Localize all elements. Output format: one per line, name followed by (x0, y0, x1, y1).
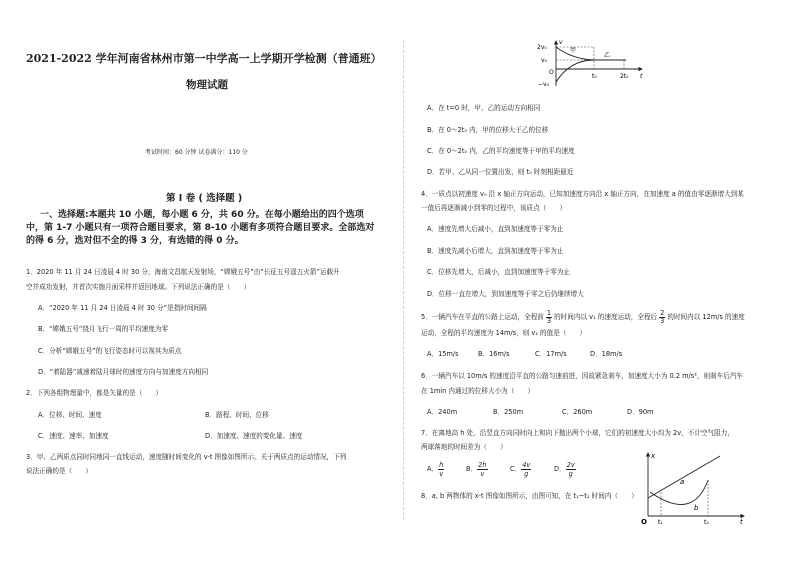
q1-option-a: A．“2020 年 11 月 24 日凌晨 4 时 30 分”是指时间间隔 (38, 304, 207, 312)
q3-curve-yi (556, 60, 626, 82)
q6-stem-line2: 在 1min 内通过的位移大小为（ ） (421, 387, 535, 395)
q2-option-c: C．速度、速率、加速度 (38, 432, 109, 440)
q2-option-b: B．路程、时间、位移 (205, 411, 269, 419)
q8-label-origin: O (641, 518, 647, 526)
q4-stem-line1: 4．一质点以初速度 v₀ 沿 x 轴正方向运动，已知加速度方向沿 x 轴正方向，在加速度 a 的值由零逐渐增大到某 (421, 190, 744, 198)
q3-option-a: A．在 t=0 时，甲、乙的运动方向相同 (427, 104, 541, 112)
q5-option-b: B．16m/s (478, 350, 510, 358)
q3-label-2t0: 2t₀ (620, 73, 629, 80)
q3-label-neg-v0: −v₀ (538, 81, 549, 88)
q8-label-t2: t₂ (704, 519, 709, 526)
q2-stem: 2．下列各组物理量中，都是矢量的是（ ） (26, 389, 163, 397)
q7-option-c-num: 4v (522, 461, 531, 469)
q7-option-c (510, 461, 531, 478)
q3-label-t0: t₀ (592, 73, 597, 80)
q7-stem-line2: 两球落地的时间差为（ ） (421, 443, 507, 451)
q7-option-b-fraction (477, 461, 487, 478)
q7-option-a (427, 461, 444, 478)
q7-option-a-num: h (439, 461, 444, 469)
q7-option-d-fraction (566, 461, 576, 478)
q7-option-b-den: v (480, 470, 485, 478)
q3-stem-line2: 说法正确的是（ ） (26, 467, 92, 475)
q7-option-a-label: A． (427, 465, 439, 473)
q7-option-d-label: D． (554, 465, 566, 473)
q1-stem-line1: 1．2020 年 11 月 24 日凌晨 4 时 30 分，海南文昌航天发射场，“嫦娥五号”由“长征五号遥五火箭”运载升 (26, 268, 340, 276)
q7-option-c-label: C． (510, 465, 522, 473)
q4-option-a: A．速度先增大后减小，直到加速度等于零为止 (427, 225, 564, 233)
q5-stem-b: 的时间内以 v₁ 的速度运动，全程后 (554, 313, 658, 321)
q5-fraction-1-num: 1 (546, 309, 552, 317)
q3-label-jia: 甲 (570, 47, 577, 54)
q5-fraction-2-num: 2 (660, 309, 665, 317)
q3-stem-line1: 3．甲、乙两质点同时同地同一直线运动，速度随时间变化的 v-t 图像如图所示。关于两质点的运动情况，下列 (26, 453, 347, 461)
q7-option-c-fraction (521, 461, 531, 478)
q5-option-c: C．17m/s (535, 350, 567, 358)
q6-option-b: B．250m (493, 408, 524, 416)
q5-stem-a: 5．一辆汽车在平直的公路上运动，全程前 (421, 313, 544, 321)
q8-label-b: b (694, 504, 699, 512)
q4-stem-line2: 一值后再逐渐减小到零的过程中，该质点（ ） (421, 204, 567, 212)
q7-option-d-num: 2v (566, 461, 575, 469)
q5-fraction-1-den: 3 (546, 317, 552, 325)
q7-option-a-fraction (438, 461, 444, 478)
q5-stem-line2: 运动，全程的平均速度为 14m/s，则 v₁ 的值是（ ） (421, 329, 587, 337)
q4-option-b: B．速度先减小后增大，直到加速度等于零为止 (427, 247, 564, 255)
q8-label-a: a (680, 478, 685, 486)
q6-option-c: C．260m (562, 408, 593, 416)
q3-label-origin: O (549, 69, 554, 76)
q7-stem-line1: 7．在离地高 h 处，沿竖直方向同时向上和向下抛出两个小球，它们的初速度大小均为 2v，不计空气阻力， (421, 429, 734, 437)
q7-option-b-num: 2h (478, 461, 487, 469)
q5-fraction-2 (659, 310, 665, 325)
q1-option-c: C．分析“嫦娥五号”的飞行姿态时可以视其为质点 (38, 347, 182, 355)
q3-label-v: v (559, 39, 563, 46)
q3-label-2v0: 2v₀ (537, 44, 547, 51)
q8-xt-graph (638, 450, 748, 526)
q4-option-d: D．位移一直在增大，到加速度等于零之后仍继续增大 (427, 290, 584, 298)
q6-option-a: A．240m (427, 408, 458, 416)
q3-label-t: t (640, 73, 643, 80)
subject-title: 物理试题 (186, 79, 228, 91)
q3-option-b: B．在 0～2t₀ 内，甲的位移大于乙的位移 (427, 126, 549, 134)
q3-curve-jia (556, 47, 626, 60)
q1-stem-line2: 空并成功发射，并首次实施月面采样并返回地球。下列说法正确的是（ ） (26, 283, 251, 291)
q5-fraction-1 (546, 310, 552, 325)
q7-option-b-label: B． (466, 465, 478, 473)
q4-option-c: C．位移先增大，后减小，直到加速度等于零为止 (427, 268, 571, 276)
q8-stem: 8．a, b 两物体的 x-t 图像如图所示，由图可知，在 t₁~t₂ 时间内（ ） (421, 492, 638, 500)
q3-option-c: C．在 0～2t₀ 内，乙的平均速度等于甲的平均速度 (427, 147, 575, 155)
q7-option-d-den: g (568, 470, 573, 478)
q3-option-d: D．若甲、乙从同一位置出发，则 t₀ 时刻相距最近 (427, 168, 574, 176)
q3-vt-graph (536, 38, 648, 90)
q3-label-yi: 乙 (604, 52, 611, 59)
q2-option-d: D．加速度、速度的变化量、速度 (205, 432, 303, 440)
exam-info: 考试时间：60 分钟 试卷满分：110 分 (145, 149, 248, 156)
exam-title: 2021-2022 学年河南省林州市第一中学高一上学期开学检测（普通班） (26, 52, 382, 65)
q5-stem-c: 的时间内以 12m/s 的速度 (667, 313, 745, 321)
part1-intro: 一、选择题:本题共 10 小题，每小题 6 分，共 60 分。在每小题给出的四个选项中，第 1-7 小题只有一项符合题目要求，第 8-10 小题有多项符合题目要求。全部选对的得 6 分，选对但不全的得 3 分，有选错的得 0 分。 (26, 210, 375, 246)
q7-option-a-den: v (439, 470, 444, 478)
q8-label-x: x (651, 452, 656, 460)
q5-option-d: D．18m/s (590, 350, 623, 358)
q5-fraction-2-den: 3 (660, 317, 665, 325)
q6-stem-line1: 6．一辆汽车以 10m/s 的速度沿平直的公路匀速前进，因故紧急刹车，加速度大小为 0.2 m/s²，则刹车后汽车 (421, 372, 744, 380)
q8-label-t: t (740, 518, 743, 526)
q8-line-a (648, 456, 720, 498)
q6-option-d: D．90m (627, 408, 654, 416)
q5-option-a: A．15m/s (427, 350, 459, 358)
q5-stem-line1 (421, 310, 745, 325)
part1-heading: 第 I 卷 ( 选择题 ) (166, 193, 243, 204)
q1-option-d: D．“着陆器”减速着陆月球时的速度方向与加速度方向相同 (38, 368, 209, 376)
q3-label-v0: v₀ (541, 57, 547, 64)
q8-label-t1: t₁ (658, 519, 663, 526)
q2-option-a: A．位移、时间、速度 (38, 411, 102, 419)
q7-option-d (554, 461, 576, 478)
column-divider (403, 40, 404, 520)
q1-option-b: B．“嫦娥五号”绕月飞行一周的平均速度为零 (38, 325, 169, 333)
q7-option-c-den: g (524, 470, 529, 478)
q7-option-b (466, 461, 488, 478)
